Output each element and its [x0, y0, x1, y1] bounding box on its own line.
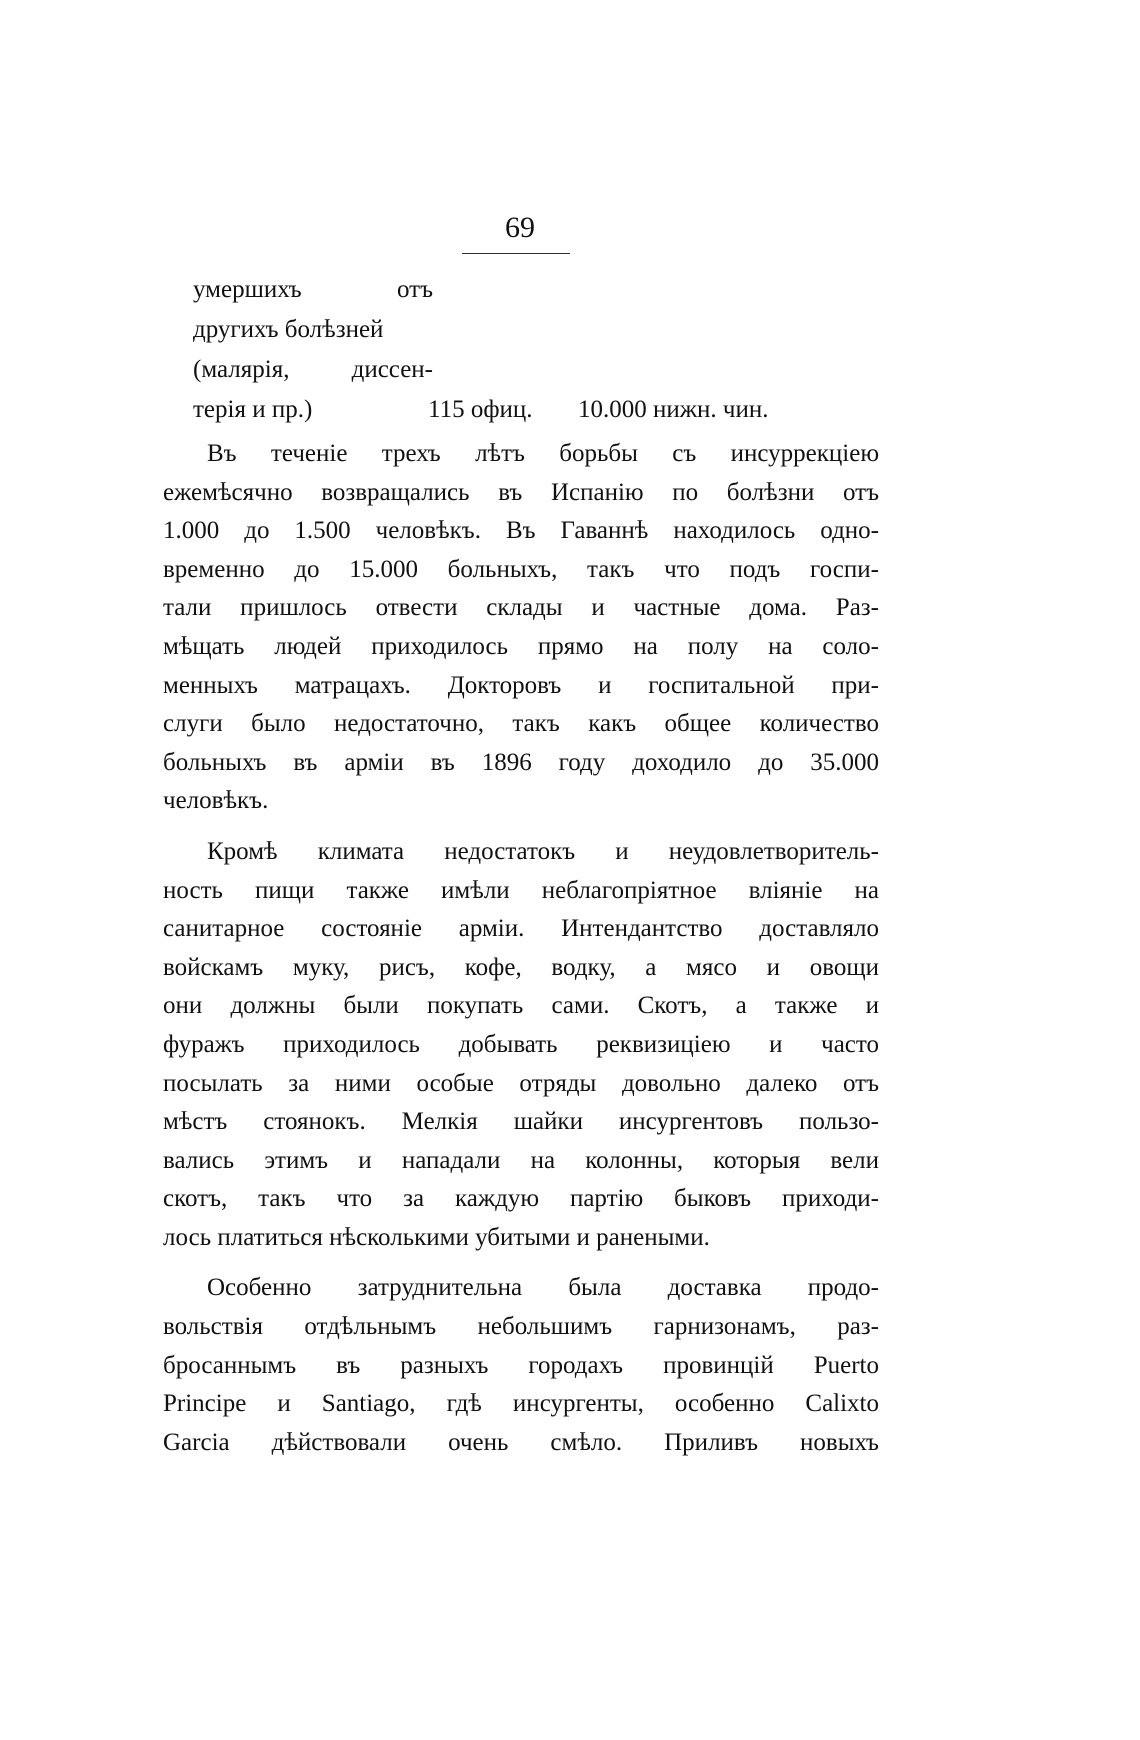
page-number: 69 [505, 211, 535, 244]
page-number-rule [462, 253, 570, 254]
text-line: Garcia дѣйствовали очень смѣло. Приливъ новыхъ [163, 1428, 879, 1456]
text-line: человѣкъ. [163, 787, 269, 815]
paragraph [163, 1269, 879, 1462]
text-line: слуги было недостаточно, такъ какъ общее количество [163, 710, 879, 738]
text-line: временно до 15.000 больныхъ, такъ что подъ госпи- [163, 555, 879, 583]
text-line: больныхъ въ арміи въ 1896 году доходило до 35.000 [163, 748, 879, 776]
text-line: войскамъ муку, рисъ, кофе, водку, а мясо и овощи [163, 953, 879, 981]
text-line: мѣщать людей приходилось прямо на полу на соло- [163, 632, 879, 660]
text-line: Principe и Santiago, гдѣ инсургенты, особенно Calixto [163, 1390, 879, 1418]
cause-cell [193, 270, 443, 390]
cause-line: (малярія, диссен- [193, 356, 433, 383]
text-line: вались этимъ и нападали на колонны, которыя вели [163, 1146, 879, 1174]
casualty-table-row [193, 270, 913, 430]
body-text [163, 435, 879, 1462]
text-line: Въ теченіе трехъ лѣтъ борьбы съ инсуррекціею [207, 440, 879, 467]
officers-count: 115 офиц. [428, 396, 533, 423]
cause-line: умершихъ отъ [193, 276, 433, 303]
text-line: ежемѣсячно возвращались въ Испанію по болѣзни отъ [163, 478, 879, 506]
lower-ranks-count: 10.000 нижн. чин. [578, 396, 769, 423]
text-line: мѣстъ стоянокъ. Мелкія шайки инсургентовъ пользо- [163, 1108, 879, 1136]
text-line: посылать за ними особые отряды довольно далеко отъ [163, 1069, 879, 1097]
text-line: тали пришлось отвести склады и частные дома. Раз- [163, 594, 879, 622]
text-line: вольствія отдѣльнымъ небольшимъ гарнизонамъ, раз- [163, 1313, 879, 1341]
text-line: лось платиться нѣсколькими убитыми и ранеными. [163, 1223, 710, 1251]
text-line: они должны были покупать сами. Скотъ, а также и [163, 992, 879, 1020]
cause-last-line: терія и пр.) [193, 396, 313, 423]
text-line: Особенно затруднительна была доставка продо- [207, 1274, 879, 1302]
text-line: бросаннымъ въ разныхъ городахъ провинцій Puerto [163, 1351, 879, 1379]
text-line: ность пищи также имѣли неблагопріятное вліяніе на [163, 876, 879, 904]
text-line: 1.000 до 1.500 человѣкъ. Въ Гаваннѣ находилось одно- [163, 517, 879, 545]
paragraph [163, 833, 879, 1258]
table-values-row [193, 390, 913, 430]
cause-line: другихъ болѣзней [193, 316, 384, 343]
text-line: санитарное состояніе арміи. Интендантство доставляло [163, 915, 879, 943]
text-line: Кромѣ климата недостатокъ и неудовлетворитель- [207, 837, 879, 865]
text-line: фуражъ приходилось добывать реквизиціею и часто [163, 1030, 879, 1058]
text-line: менныхъ матрацахъ. Докторовъ и госпитальной при- [163, 671, 879, 699]
paragraph [163, 435, 879, 821]
text-line: скотъ, такъ что за каждую партію быковъ приходи- [163, 1185, 879, 1213]
